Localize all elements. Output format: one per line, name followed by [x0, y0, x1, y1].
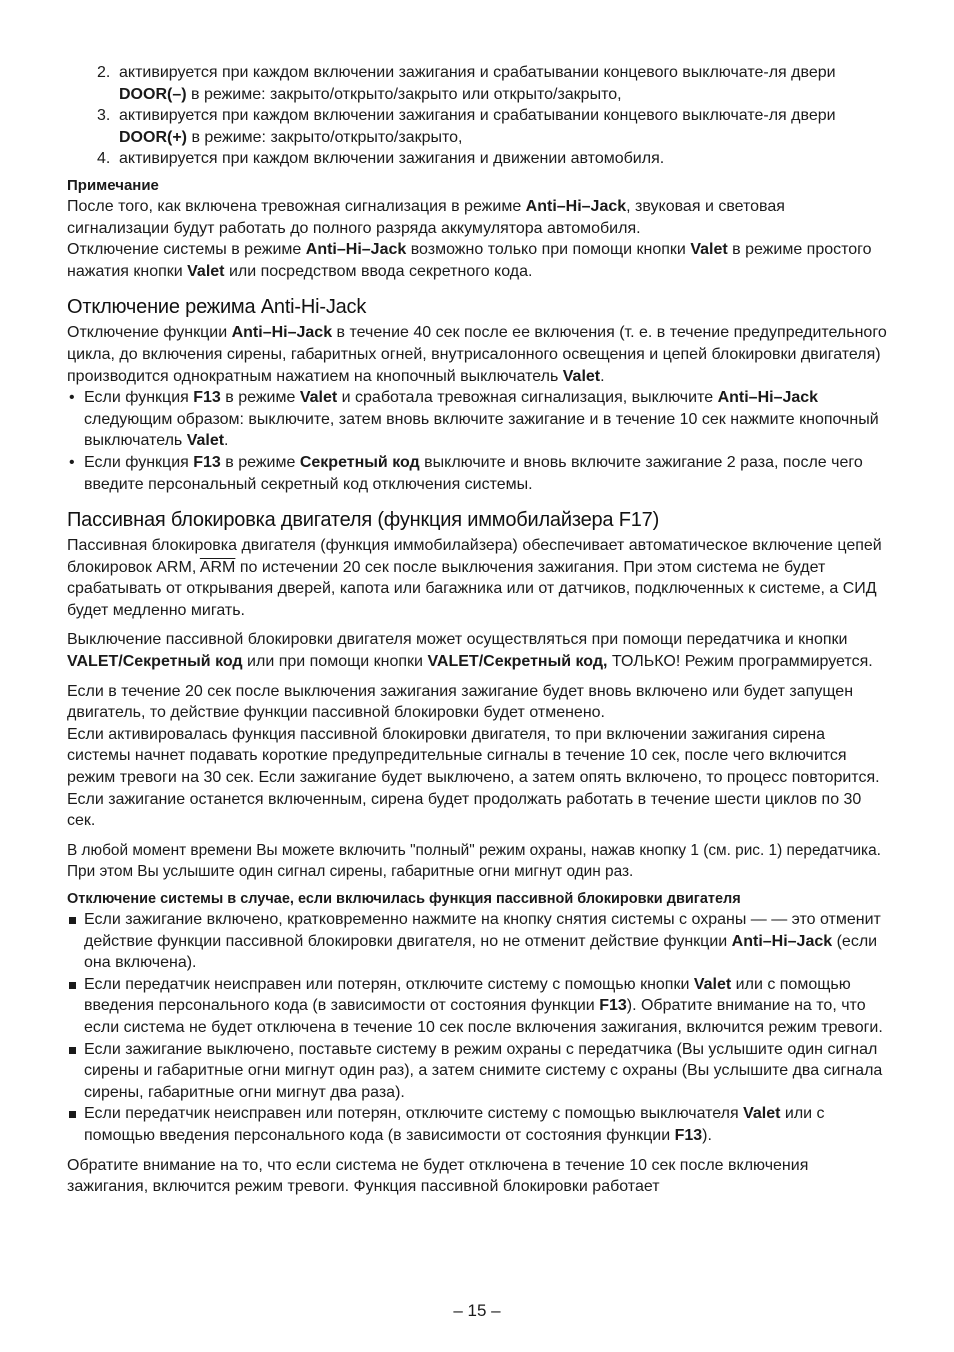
list-item: Если передатчик неисправен или потерян, отключите систему с помощью выключателя Valet или с помощью введения персонального кода (в зависимости от состояния функции F13). — [67, 1103, 887, 1146]
square-bullet-icon — [69, 982, 76, 989]
note-paragraph: После того, как включена тревожная сигнализация в режиме Anti–Hi–Jack, звуковая и световая сигнализации будут работать до полного разряда аккумулятора автомобиля. — [67, 197, 785, 237]
list-item: 2. активируется при каждом включении зажигания и срабатывании концевого выключате-ля двери DOOR(–) в режиме: закрыто/открыто/закрыто или открыто/закрыто, — [97, 64, 836, 103]
bullet-list — [67, 387, 887, 495]
paragraph: Если в течение 20 сек после выключения зажигания зажигание будет вновь включено или будет запущен двигатель, то действие функции пассивной блокировки будет отменено. — [67, 682, 854, 722]
list-item: • Если функция F13 в режиме Valet и сработала тревожная сигнализация, выключите Anti–Hi–Jack следующим образом: выключите, затем вновь включите зажигание и в течение 10 сек нажмите кнопочный выключатель Valet. — [69, 389, 879, 450]
page-content — [67, 62, 887, 1198]
square-bullet-icon — [69, 1111, 76, 1118]
subheading: Отключение системы в случае, если включилась функция пассивной блокировки двигателя — [67, 891, 741, 907]
paragraph: Пассивная блокировка двигателя (функция иммобилайзера) обеспечивает автоматическое включение цепей блокировок ARM, $\overline{ARM}$ по истечении 20 сек после выключения зажигания. При этом система не будет срабатывать от открывания дверей, капота или багажника или от датчиков, подключенных к системе, а СИД будет медленно мигать. — [67, 537, 882, 619]
bullet-icon: • — [69, 389, 75, 407]
paragraph: Обратите внимание на то, что если система не будет отключена в течение 10 сек после включения зажигания, включится режим тревоги. Функция пассивной блокировки работает — [67, 1156, 809, 1196]
paragraph: В любой момент времени Вы можете включить "полный" режим охраны, нажав кнопку 1 (см. рис. 1) передатчика. При этом Вы услышите один сигнал сирены, габаритные огни мигнут один раз. — [67, 841, 881, 881]
numbered-list — [67, 62, 887, 170]
paragraph: Выключение пассивной блокировки двигателя может осуществляться при помощи передатчика и кнопки VALET/Секретный код или при помощи кнопки VALET/Секретный код, ТОЛЬКО! Режим программируется. — [67, 631, 873, 671]
list-item: Если передатчик неисправен или потерян, отключите систему с помощью кнопки Valet или с помощью введения персонального кода (в зависимости от состояния функции F13). Обратите внимание на то, что если система не будет отключена в течение 10 сек после включения зажигания, включится режим тревоги. — [67, 974, 887, 1039]
page-number: – 15 – — [453, 1301, 501, 1320]
note-title: Примечание — [67, 176, 159, 194]
note-paragraph: Отключение системы в режиме Anti–Hi–Jack возможно только при помощи кнопки Valet в режиме простого нажатия кнопки Valet или посредством ввода секретного кода. — [67, 241, 872, 280]
square-bullet-icon — [69, 1047, 76, 1054]
list-item: Если зажигание включено, кратковременно нажмите на кнопку снятия системы с охраны — — это отменит действие функции пассивной блокировки двигателя, но не отменит действие функции Anti–Hi–Jack (если она включена). — [67, 909, 887, 974]
section-heading: Пассивная блокировка двигателя (функция иммобилайзера F17) — [67, 509, 660, 532]
paragraph: Отключение функции Anti–Hi–Jack в течение 40 сек после ее включения (т. е. в течение предупредительного цикла, до включения сирены, габаритных огней, внутрисалонного освещения и цепей блокировки двигателя) производится однократным нажатием на кнопочный выключатель Valet. — [67, 324, 887, 385]
list-item: • Если функция F13 в режиме Секретный код выключите и вновь включите зажигание 2 раза, после чего введите персональный секретный код отключения системы. — [69, 453, 863, 493]
square-bullet-icon — [69, 917, 76, 924]
bullet-icon: • — [69, 453, 75, 471]
paragraph: Если активировалась функция пассивной блокировки двигателя, то при включении зажигания сирена системы начнет подавать короткие предупредительные сигналы в течение 10 сек, после чего включится режим тревоги на 30 сек. Если зажигание будет выключено, а затем опять включено, то процесс повторится. Если зажигание останется включенным, сирена будет продолжать работать в течение шести циклов по 30 сек. — [67, 725, 880, 830]
list-item: Если зажигание выключено, поставьте систему в режим охраны с передатчика (Вы услышите один сигнал сирены и габаритные огни мигнут один раз), а затем снимите систему с охраны (Вы услышите два сигнала сирены, габаритные огни мигнут два раза). — [67, 1039, 887, 1104]
list-item: 3. активируется при каждом включении зажигания и срабатывании концевого выключате-ля двери DOOR(+) в режиме: закрыто/открыто/закрыто, — [97, 107, 836, 146]
section-heading: Отключение режима Anti-Hi-Jack — [67, 296, 367, 319]
list-item: 4. активируется при каждом включении зажигания и движении автомобиля. — [97, 150, 665, 168]
bullet-list — [67, 909, 887, 1147]
